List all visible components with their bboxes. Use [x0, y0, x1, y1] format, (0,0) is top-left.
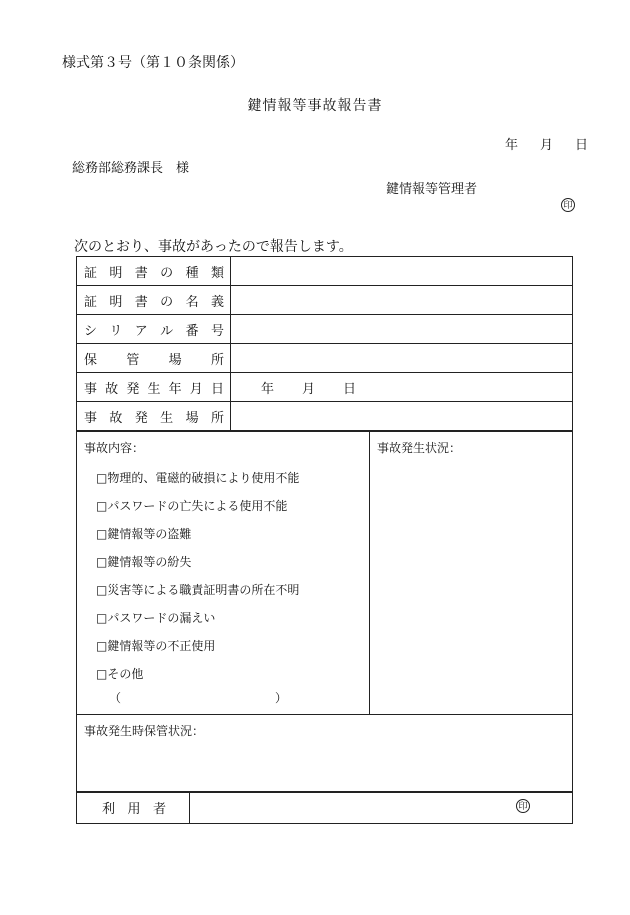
option-physical-damage[interactable]: □物理的、電磁的破損により使用不能	[96, 471, 300, 485]
seal-icon: 印	[561, 198, 575, 212]
incident-detail-table	[76, 431, 573, 793]
incident-month-label: 月	[302, 381, 316, 397]
cert-type-field[interactable]	[231, 257, 573, 286]
row-label-cert-type: 証 明 書 の 種 類	[77, 257, 231, 286]
other-detail-field[interactable]: （ ）	[109, 691, 287, 705]
manager-label: 鍵情報等管理者	[386, 182, 478, 197]
storage-status-heading: 事故発生時保管状況：	[84, 724, 205, 738]
report-date	[505, 134, 588, 153]
option-key-stolen[interactable]: □鍵情報等の盗難	[96, 527, 192, 541]
seal-icon: 印	[516, 799, 530, 813]
report-table	[76, 256, 573, 431]
user-label: 利 用 者	[77, 792, 190, 824]
serial-field[interactable]	[231, 315, 573, 344]
option-other[interactable]: □その他	[96, 667, 144, 681]
option-password-lost[interactable]: □パスワードの亡失による使用不能	[96, 499, 288, 513]
row-label-incident-date: 事 故 発 生 年 月 日	[77, 373, 231, 402]
date-day-label: 日	[574, 138, 588, 153]
incident-status-heading: 事故発生状況：	[377, 441, 462, 455]
storage-place-field[interactable]	[231, 344, 573, 373]
user-table	[76, 791, 573, 824]
incident-year-label: 年	[261, 381, 275, 397]
form-number: 様式第３号（第１０条関係）	[62, 55, 244, 71]
storage-status-cell[interactable]	[77, 715, 573, 793]
row-label-storage-place: 保 管 場 所	[77, 344, 231, 373]
page-title: 鍵情報等事故報告書	[247, 98, 383, 114]
incident-status-cell[interactable]	[370, 432, 573, 715]
incident-place-field[interactable]	[231, 402, 573, 431]
incident-date-field[interactable]	[231, 373, 573, 402]
option-misuse[interactable]: □鍵情報等の不正使用	[96, 639, 216, 653]
intro-text: 次のとおり、事故があったので報告します。	[74, 239, 353, 255]
row-label-serial: シ リ ア ル 番 号	[77, 315, 231, 344]
option-password-leak[interactable]: □パスワードの漏えい	[96, 611, 216, 625]
incident-content-heading: 事故内容：	[84, 441, 145, 455]
cert-holder-field[interactable]	[231, 286, 573, 315]
incident-content-cell	[77, 432, 370, 715]
addressee: 総務部総務課長 様	[72, 161, 190, 176]
date-year-label: 年	[504, 138, 518, 153]
date-month-label: 月	[539, 138, 553, 153]
user-name-field[interactable]	[190, 792, 573, 824]
row-label-incident-place: 事 故 発 生 場 所	[77, 402, 231, 431]
option-disaster[interactable]: □災害等による職責証明書の所在不明	[96, 583, 300, 597]
option-key-lost[interactable]: □鍵情報等の紛失	[96, 555, 192, 569]
incident-day-label: 日	[343, 381, 357, 397]
row-label-cert-holder: 証 明 書 の 名 義	[77, 286, 231, 315]
